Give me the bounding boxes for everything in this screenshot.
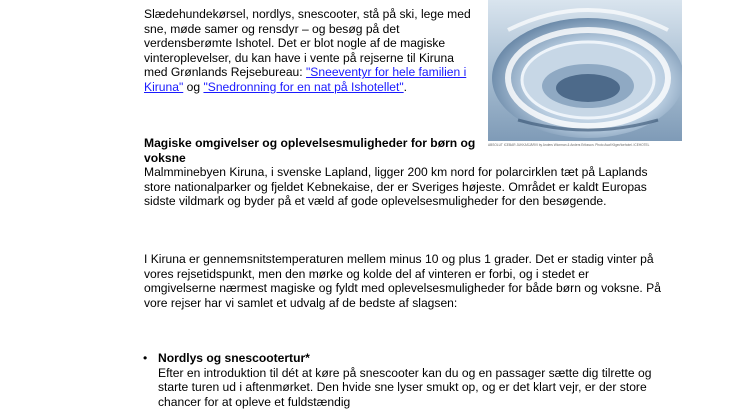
bullet-title: Nordlys og snescootertur* — [158, 351, 310, 365]
list-item — [144, 351, 664, 409]
intro-connector: og — [183, 79, 204, 94]
bullet-icon: • — [143, 351, 148, 365]
photo-caption: ABSOLUT ICEBAR JUKKASJÄRVI by Anders Wiorman & Anders Eriksson. Photo Asaf Kliger/Icehotel. ICEHOTEL — [488, 143, 650, 147]
link-sneeventyr[interactable]: "Sneeventyr for hele familien i Kiruna" — [144, 65, 467, 94]
paragraph-kiruna: Malmminebyen Kiruna, i svenske Lapland, ligger 200 km nord for polarcirklen tæt på Laplands store nationalparker og fjeldet Kebnekaise, der er Sveriges højeste. Området er kaldt Europas sidste vildmark og byder på et væld af gode oplevelsesmuligheder for den besøgende. — [144, 165, 648, 209]
intro-paragraph — [144, 7, 479, 95]
section-heading: Magiske omgivelser og oplevelsesmuligheder for børn og voksne — [144, 136, 476, 165]
icehotel-photo — [488, 0, 682, 141]
bullet-text: Efter en introduktion til dét at køre på snescooter kan du og en passager sætte dig tilrette og starte turen ud i aftenmørket. Den hvide sne lyser smukt op, og er det klart vejr, er der store chancer for at opleve et fuldstændig — [158, 365, 652, 409]
paragraph-temperature: I Kiruna er gennemsnitstemperaturen mellem minus 10 og plus 1 grader. Det er stadig vinter på vores rejsetidspunkt, men den mørke og kolde del af vinteren er forbi, og i stedet er omgivelserne nærmest magiske og fyldt med oplevelsesmuligheder for både børn og voksne. På vore rejser har vi samlet et udvalg af de bedste af slagsen: — [144, 252, 661, 310]
activities-list — [144, 351, 664, 409]
intro-end: . — [403, 79, 408, 94]
intro-text: Slædehundekørsel, nordlys, snescooter, stå på ski, lege med sne, møde samer og rensdyr – og besøg på det verdensberømte Ishotel. Det er blot nogle af de magiske vinteroplevelser, du kan have i vente på rejserne til Kiruna med Grønlands Rejsebureau: — [144, 7, 471, 80]
link-snedronning[interactable]: "Snedronning for en nat på Ishotellet" — [203, 79, 404, 94]
